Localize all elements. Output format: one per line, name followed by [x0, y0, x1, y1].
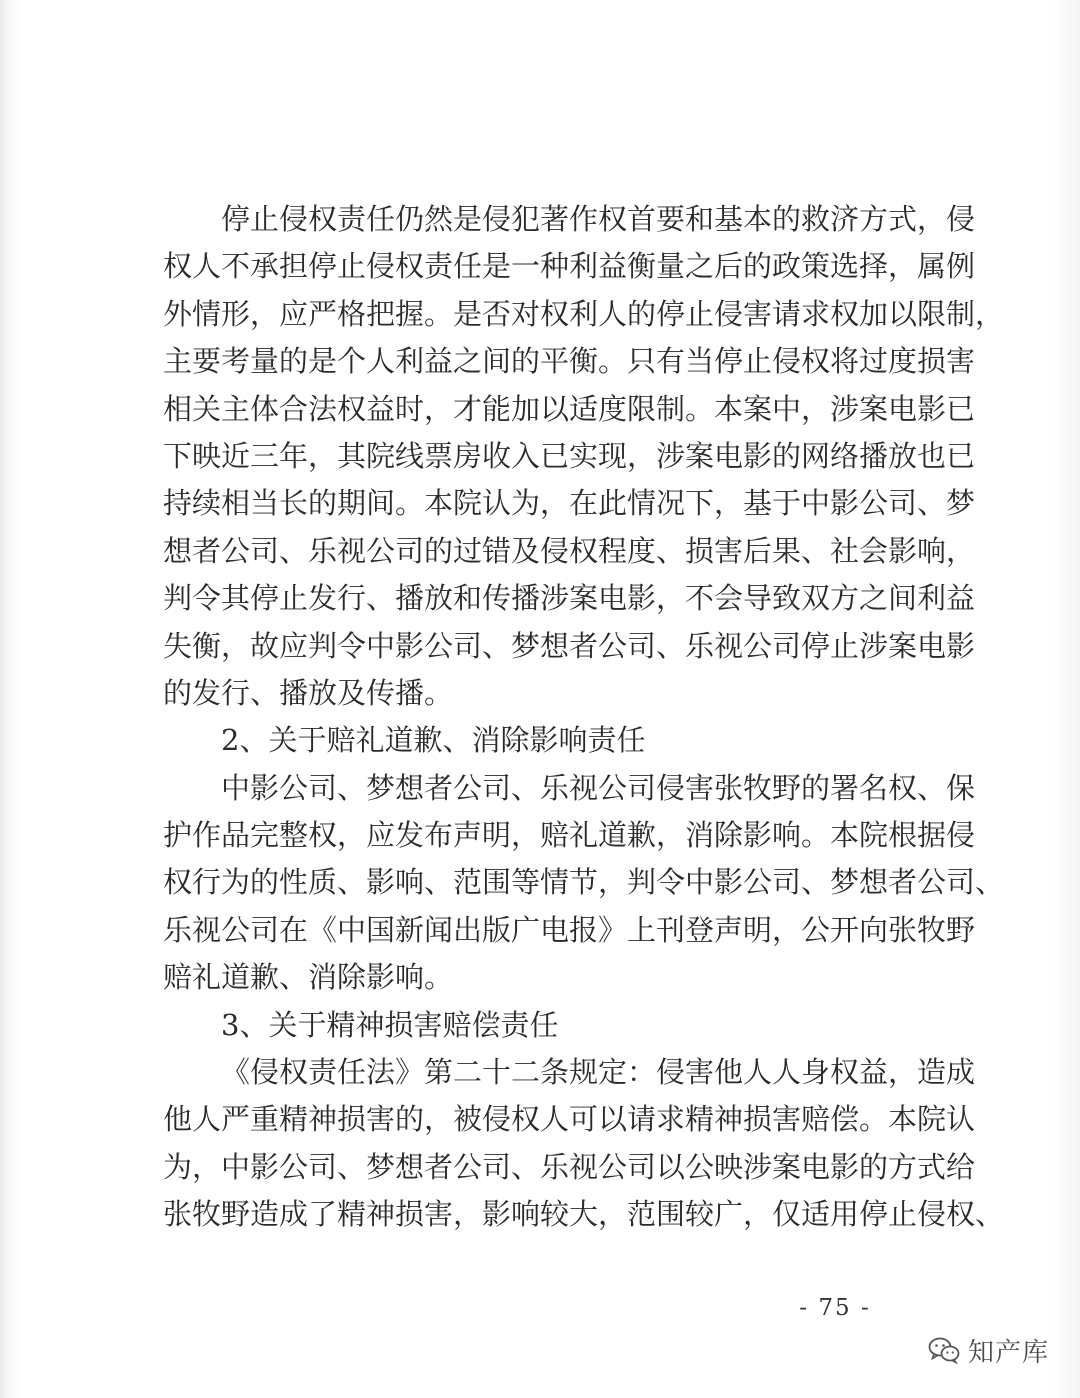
paragraph-line: 外情形，应严格把握。是否对权利人的停止侵害请求权加以限制，	[163, 296, 1005, 331]
paragraph-line: 相关主体合法权益时，才能加以适度限制。本案中，涉案电影已	[163, 391, 976, 426]
page-number: - 75 -	[799, 1295, 871, 1321]
paragraph-line: 中影公司、梦想者公司、乐视公司侵害张牧野的署名权、保	[221, 770, 976, 805]
paragraph-line: 护作品完整权，应发布声明，赔礼道歉，消除影响。本院根据侵	[163, 818, 976, 853]
paragraph-line: 为，中影公司、梦想者公司、乐视公司以公映涉案电影的方式给	[163, 1149, 976, 1184]
paragraph-line: 失衡，故应判令中影公司、梦想者公司、乐视公司停止涉案电影	[163, 628, 976, 663]
paragraph-line: 主要考量的是个人利益之间的平衡。只有当停止侵权将过度损害	[163, 344, 976, 379]
section-heading: 2、关于赔礼道歉、消除影响责任	[221, 723, 646, 758]
wechat-icon	[928, 1336, 960, 1364]
paragraph-line: 持续相当长的期间。本院认为，在此情况下，基于中影公司、梦	[163, 486, 976, 521]
paragraph-line: 他人严重精神损害的，被侵权人可以请求精神损害赔偿。本院认	[163, 1102, 976, 1137]
watermark-name: 知产库	[968, 1337, 1050, 1368]
watermark	[928, 1330, 1049, 1370]
paragraph-line: 赔礼道歉、消除影响。	[163, 960, 454, 995]
section-heading: 3、关于精神损害赔偿责任	[221, 1007, 559, 1042]
paragraph-line: 停止侵权责任仍然是侵犯著作权首要和基本的救济方式，侵	[221, 202, 976, 236]
paragraph-line: 乐视公司在《中国新闻出版广电报》上刊登声明，公开向张牧野	[163, 912, 976, 947]
document-body	[163, 196, 1005, 1239]
paragraph-line: 下映近三年，其院线票房收入已实现，涉案电影的网络播放也已	[163, 438, 976, 473]
paragraph-line: 权人不承担停止侵权责任是一种利益衡量之后的政策选择，属例	[163, 249, 976, 284]
paragraph-line: 《侵权责任法》第二十二条规定：侵害他人人身权益，造成	[221, 1055, 976, 1090]
paragraph-line: 想者公司、乐视公司的过错及侵权程度、损害后果、社会影响，	[163, 533, 976, 568]
paragraph-line: 的发行、播放及传播。	[163, 675, 454, 710]
paragraph-line: 判令其停止发行、播放和传播涉案电影，不会导致双方之间利益	[163, 581, 976, 616]
paragraph-line: 张牧野造成了精神损害，影响较大，范围较广，仅适用停止侵权、	[163, 1197, 1005, 1232]
paragraph-line: 权行为的性质、影响、范围等情节，判令中影公司、梦想者公司、	[163, 865, 1005, 900]
